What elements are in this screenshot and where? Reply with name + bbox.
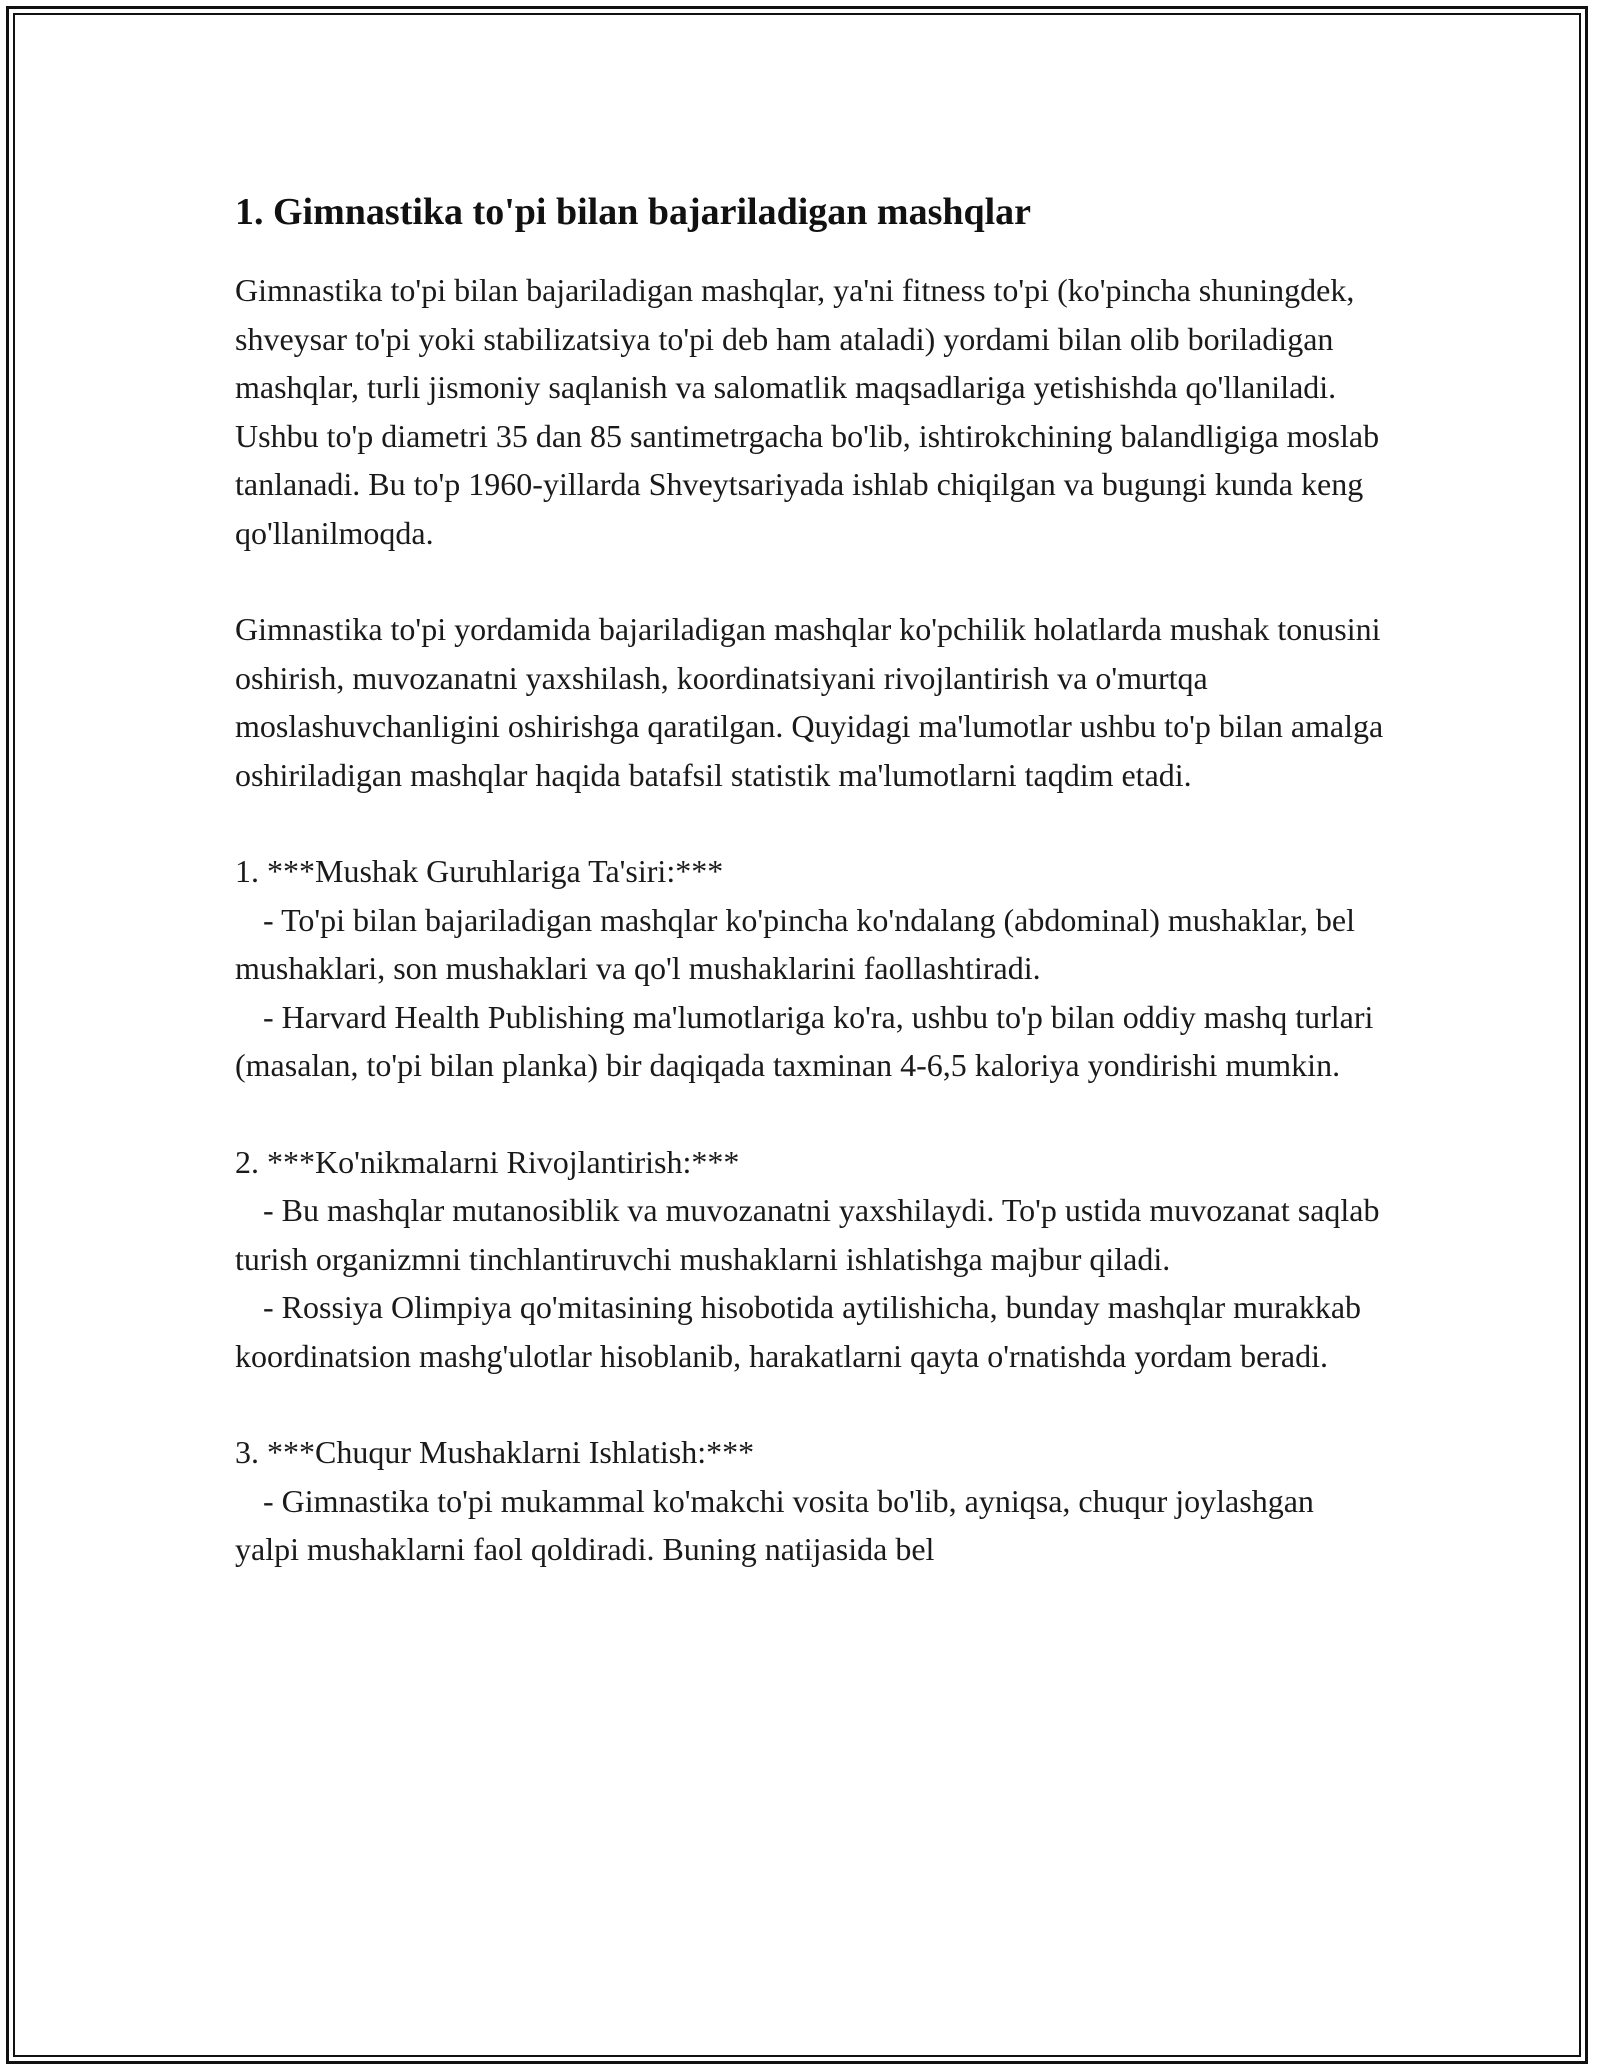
document-title: 1. Gimnastika to'pi bilan bajariladigan mashqlar: [235, 191, 1032, 233]
section-muscle-groups: [235, 847, 1385, 1090]
section-heading: 1. ***Mushak Guruhlariga Ta'siri:***: [235, 853, 724, 889]
bullet-item: - Harvard Health Publishing ma'lumotlariga ko'ra, ushbu to'p bilan oddiy mashq turlari (masalan, to'pi bilan planka) bir daqiqada taxminan 4-6,5 kaloriya yondirishi mumkin.: [235, 998, 1374, 1083]
document-body: [235, 184, 1385, 1622]
bullet-item: - Rossiya Olimpiya qo'mitasining hisobotida aytilishicha, bunday mashqlar murakkab koordinatsion mashg'ulotlar hisoblanib, harakatlarni qayta o'rnatishda yordam beradi.: [235, 1289, 1362, 1374]
section-heading: 3. ***Chuqur Mushaklarni Ishlatish:***: [235, 1434, 755, 1470]
summary-paragraph: Gimnastika to'pi yordamida bajariladigan mashqlar ko'pchilik holatlarda mushak tonusini oshirish, muvozanatni yaxshilash, koordinatsiyani rivojlantirish va o'murtqa moslashuvchanligini oshirishga qaratilgan. Quyidagi ma'lumotlar ushbu to'p bilan amalga oshiriladigan mashqlar haqida batafsil statistik ma'lumotlarni taqdim etadi.: [235, 611, 1384, 793]
bullet-item: - Gimnastika to'pi mukammal ko'makchi vosita bo'lib, ayniqsa, chuqur joylashgan yalpi mushaklarni faol qoldiradi. Buning natijasida bel: [235, 1482, 1314, 1567]
bullet-item: - To'pi bilan bajariladigan mashqlar ko'pincha ko'ndalang (abdominal) mushaklar, bel mushaklari, son mushaklari va qo'l mushaklarini faollashtiradi.: [235, 901, 1355, 986]
intro-paragraph: Gimnastika to'pi bilan bajariladigan mashqlar, ya'ni fitness to'pi (ko'pincha shuningdek, shveysar to'pi yoki stabilizatsiya to'pi deb ham ataladi) yordami bilan olib boriladigan mashqlar, turli jismoniy saqlanish va salomatlik maqsadlariga yetishishda qo'llaniladi. Ushbu to'p diametri 35 dan 85 santimetrgacha bo'lib, ishtirokchining balandligiga moslab tanlanadi. Bu to'p 1960-yillarda Shveytsariyada ishlab chiqilgan va bugungi kunda keng qo'llanilmoqda.: [235, 272, 1380, 551]
section-heading: 2. ***Ko'nikmalarni Rivojlantirish:***: [235, 1143, 740, 1180]
bullet-item: - Bu mashqlar mutanosiblik va muvozanatni yaxshilaydi. To'p ustida muvozanat saqlab turish organizmni tinchlantiruvchi mushaklarni ishlatishga majbur qiladi.: [235, 1192, 1380, 1277]
section-skills: [235, 1138, 1385, 1381]
section-deep-muscles: [235, 1428, 1385, 1574]
